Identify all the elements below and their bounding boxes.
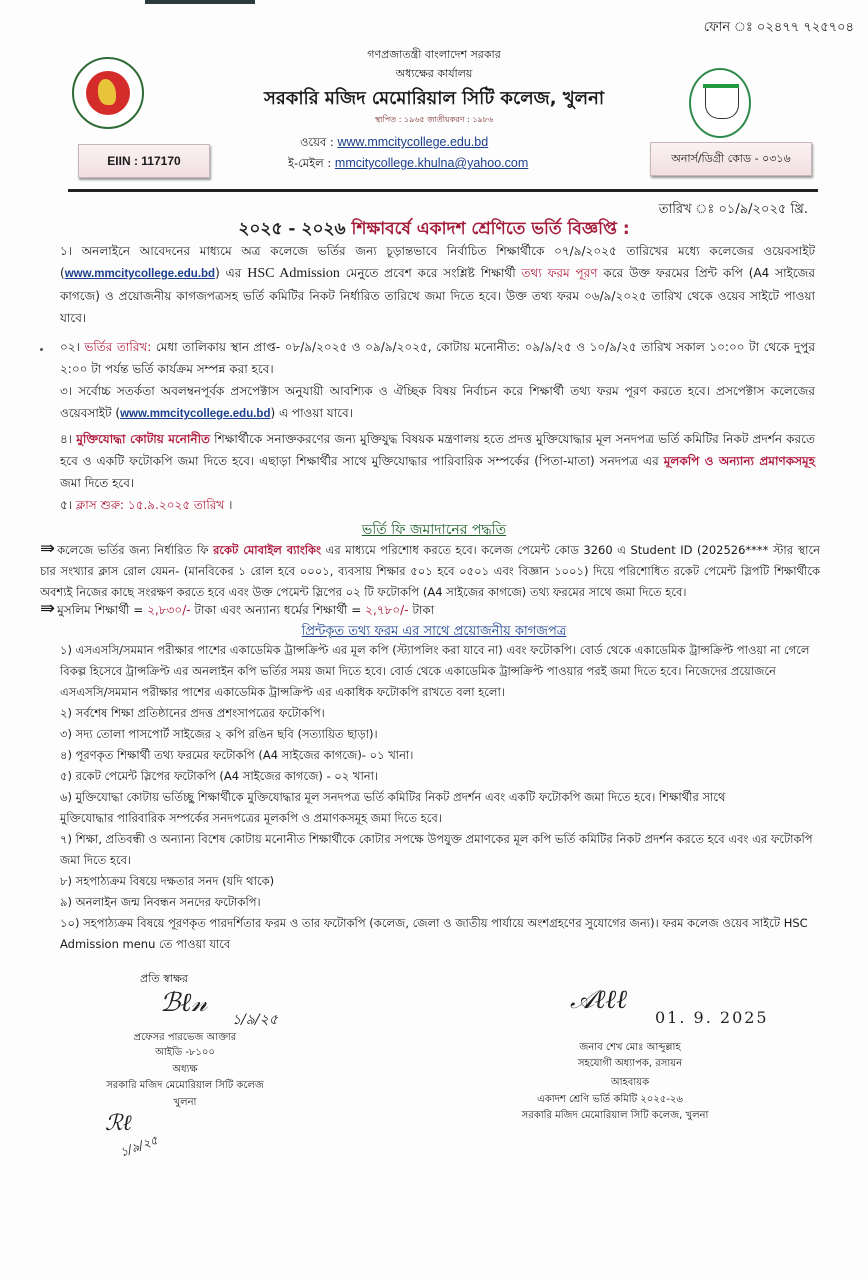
n1-text-a: ১। অনলাইনে আবেদনের মাধ্যমে অত্র কলেজে ভর্তির জন্য চূড়ান্তভাবে নির্বাচিত শিক্ষার্থীকে ০৭/৯/২০২৫ তারিখের মধ্যে কলেজের ওয়েবসাইট (: [60, 244, 815, 280]
title-years: ২০২৫ - ২০২৬: [238, 219, 346, 239]
header-divider: [68, 189, 818, 192]
n2-highlight: ভর্তির তারিখ:: [84, 340, 152, 354]
n3-website-link[interactable]: www.mmcitycollege.edu.bd: [120, 408, 271, 420]
other-fee-label: টাকা এবং অন্যান্য ধর্মের শিক্ষার্থী =: [194, 603, 362, 617]
email-label: ই-মেইল :: [288, 156, 332, 170]
taka-label: টাকা: [412, 603, 435, 617]
doc-item: ১) এসএসসি/সমমান পরীক্ষার পাশের একাডেমিক ট্রান্সক্রিপ্ট এর মূল কপি (স্ট্যাপলিং করা যাবে না) এবং ফটোকপি। বোর্ড থেকে একাডেমিক ট্রান্সক্রিপ্ট পাওয়া না গেলে বিকল্প হিসেবে ট্রান্সক্রিপ্ট এর অনলাইন কপি ভর্তির সময় জমা দিতে হবে। বোর্ড থেকে একাডেমিক ট্রান্সক্রিপ্ট পাওয়ার পরই জমা দিতে হবে। নিজেদের প্রয়োজনে এসএসসি/সমমান পরীক্ষার পাশের একাডেমিক ট্রান্সক্রিপ্ট এর একাধিক ফটোকপি রাখতে বলা হলো।: [60, 643, 810, 699]
documents-list: [60, 640, 820, 955]
college-name: সরকারি মজিদ মেমোরিয়াল সিটি কলেজ, খুলনা: [263, 88, 605, 109]
n4-text: শিক্ষার্থীকে সনাক্তকরণের জন্য মুক্তিযুদ্ধ বিষয়ক মন্ত্রণালয় হতে প্রদত্ত মুক্তিযোদ্ধার মূল সনদপত্র ভর্তি কমিটির নিকট প্রদর্শন করতে হবে ও একটি ফটোকপি জমা দিতে হবে। এছাড়া শিক্ষার্থীর সাথে মুক্তিযোদ্ধার পারিবারিক সম্পর্কের (পিতা-মাতা) সনদপত্র এর: [60, 432, 815, 468]
convener-name: জনাব শেখ মোঃ আব্দুল্লাহ: [579, 1042, 681, 1053]
principal-designation: অধ্যক্ষ: [172, 1064, 198, 1075]
email-link[interactable]: mmcitycollege.khulna@yahoo.com: [334, 156, 529, 170]
phone-number: ফোন ঃ ০২৪৭৭ ৭২৫৭০৪: [703, 20, 854, 35]
notice-item-2: [60, 336, 815, 380]
n1-highlight: তথ্য ফরম পূরণ: [521, 266, 598, 280]
n1-text-d: করে উক্ত ফরমের প্রিন্ট কপি (A4 সাইজের কাগজে) ও প্রয়োজনীয় কাগজপত্রসহ ভর্তি কমিটির নিকট নির্ধারিত তারিখে জমা দিতে হবে। উক্ত তথ্য ফরম ০৬/৯/২০২৫ তারিখ থেকে ওয়েব সাইটে পাওয়া যাবে।: [60, 266, 815, 325]
committee-name: একাদশ শ্রেণি ভর্তি কমিটি ২০২৫-২৬: [537, 1094, 683, 1105]
degree-code-badge: অনার্স/ডিগ্রী কোড - ০৩১৬: [650, 142, 812, 176]
title-text: শিক্ষাবর্ষে একাদশ শ্রেণিতে ভর্তি বিজ্ঞপ্তি :: [351, 219, 630, 239]
government-name: গণপ্রজাতন্ত্রী বাংলাদেশ সরকার: [367, 48, 501, 61]
n1-text-c: মেনুতে প্রবেশ করে সংশ্লিষ্ট শিক্ষার্থী: [345, 266, 516, 280]
rocket-banking: রকেট মোবাইল ব্যাংকিং: [213, 543, 322, 557]
fee-text-b: এর মাধ্যমে পরিশোধ করতে হবে। কলেজ পেমেন্ট কোড 3260 এ Student ID (202526**** স্টার স্থানে চার সংখ্যার ক্লাস রোল যেমন- (মানবিকের ১ রোল হবে ০০০১, ব্যবসায় শিক্ষার ৫০১ হবে ০৫০১ এবং বিজ্ঞান ১০০১) দিয়ে পরিশোধিত রকেট পেমেন্ট স্লিপটি শিক্ষার্থীকে অবশ্যই নিজের কাছে সংরক্ষণ করতে হবে এবং উক্ত পেমেন্ট স্লিপের ০২ টি ফটোকপি (A4 সাইজের কাগজে) তথ্য ফরমের সাথে জমা দিতে হবে।: [40, 543, 820, 599]
notice-date: তারিখ ঃ ০১/৯/২০২৫ খ্রি.: [658, 202, 808, 217]
website-link[interactable]: www.mmcitycollege.edu.bd: [337, 135, 489, 149]
class-start-date: ক্লাস শুরু: ১৫.৯.২০২৫ তারিখ: [75, 498, 225, 512]
office-name: অধ্যক্ষের কার্যালয়: [395, 67, 473, 80]
eiin-badge: EIIN : 117170: [78, 144, 210, 178]
n3-text-a: ৩। সর্বোচ্চ সতর্কতা অবলম্বনপূর্বক প্রসপেক্টাস অনুযায়ী আবশ্যিক ও ঐচ্ছিক বিষয় নির্বাচন করে শিক্ষার্থী তথ্য ফরম পূরণ করতে হবে। প্রসপেক্টাস কলেজের ওয়েবসাইট (: [60, 384, 815, 420]
n1-text-b: ) এর: [215, 266, 242, 280]
doc-item: ২) সর্বশেষ শিক্ষা প্রতিষ্ঠানের প্রদত্ত প্রশংসাপত্রের ফটোকপি।: [60, 706, 325, 720]
countersign-label: প্রতি স্বাক্ষর: [140, 972, 188, 985]
fee-heading: ভর্তি ফি জমাদানের পদ্ধতি: [361, 522, 507, 538]
notice-item-4: [60, 428, 815, 494]
n1-hsc-admission: HSC Admission: [247, 266, 340, 281]
convener-institution: সরকারি মজিদ মেমোরিয়াল সিটি কলেজ, খুলনা: [521, 1110, 709, 1121]
notice-item-3: [60, 380, 815, 425]
principal-id: আইডি -৮১০০: [155, 1047, 215, 1058]
top-edge-mark: [145, 0, 255, 4]
n2-number: ০২।: [60, 340, 80, 354]
convener-signature: 𝒜ℓℓℓ: [570, 985, 628, 1015]
principal-institution: সরকারি মজিদ মেমোরিয়াল সিটি কলেজ: [106, 1080, 264, 1091]
documents-heading: প্রিন্টকৃত তথ্য ফরম এর সাথে প্রয়োজনীয় কাগজপত্র: [301, 624, 567, 639]
notice-item-5: [60, 494, 815, 516]
n3-text-b: ) এ পাওয়া যাবে।: [270, 406, 353, 420]
convener-designation: সহযোগী অধ্যাপক, রসায়ন: [577, 1058, 683, 1069]
n4-highlight: মুক্তিযোদ্ধা কোটায় মনোনীত: [76, 432, 211, 446]
other-fee-amount: ২,৭৮০/-: [365, 603, 409, 617]
doc-item: ৯) অনলাইন জন্ম নিবন্ধন সনদের ফটোকপি।: [60, 895, 261, 909]
principal-city: খুলনা: [173, 1097, 197, 1108]
website-row: [300, 134, 488, 153]
arrow-right-icon: ⇛: [40, 538, 56, 559]
established-info: স্থাপিত : ১৯৬৫ জাতীয়করণ : ১৯৮৬: [374, 115, 494, 124]
doc-item: ৬) মুক্তিযোদ্ধা কোটায় ভর্তিচ্ছু শিক্ষার্থীকে মুক্তিযোদ্ধার মূল সনদপত্র ভর্তি কমিটির নিকট প্রদর্শন এবং একটি ফটোকপি জমা দিতে হবে। শিক্ষার্থীর সাথে মুক্তিযোদ্ধার পারিবারিক সম্পর্কের সনদপত্রের মূলকপি ও প্রমাণকসমূহ জমা দিতে হবে।: [60, 790, 726, 825]
n1-website-link[interactable]: www.mmcitycollege.edu.bd: [64, 268, 216, 280]
margin-dot: [40, 348, 43, 351]
convener-role: আহবায়ক: [610, 1077, 650, 1088]
initial-signature: ℛℓ: [105, 1111, 132, 1136]
email-row: [288, 155, 528, 174]
principal-name: প্রফেসর পারভেজ আক্তার: [133, 1032, 237, 1043]
fee-payment-instructions: [40, 538, 820, 603]
fee-amounts: [40, 598, 820, 621]
initial-date: ১/৯/২৫: [118, 1132, 160, 1160]
n4-highlight-2: মূলকপি ও অন্যান্য প্রমাণকসমূহ: [663, 454, 815, 468]
principal-signature: ℬℓ𝓃: [160, 988, 208, 1018]
muslim-fee-label: মুসলিম শিক্ষার্থী =: [57, 603, 144, 617]
n5-end: ।: [228, 498, 233, 512]
doc-item: ৩) সদ্য তোলা পাসপোর্ট সাইজের ২ কপি রঙিন ছবি (সত্যায়িত ছাড়া)।: [60, 727, 378, 741]
fee-text-a: কলেজে ভর্তির জন্য নির্ধারিত ফি: [57, 543, 209, 557]
n4-number: ৪।: [60, 432, 73, 446]
website-label: ওয়েব :: [300, 135, 334, 149]
convener-sign-date: 01. 9. 2025: [655, 1008, 769, 1027]
n2-text: মেধা তালিকায় স্থান প্রাপ্ত- ০৮/৯/২০২৫ ও ০৯/৯/২০২৫, কোটায় মনোনীত: ০৯/৯/২৫ ও ১০/৯/২৫ তারিখ সকাল ১০:০০ টা থেকে দুপুর ২:০০ টা পর্যন্ত ভর্তি কার্যক্রম সম্পন্ন করা হবে।: [60, 340, 815, 376]
n4-end: জমা দিতে হবে।: [60, 476, 135, 490]
arrow-right-icon: ⇛: [40, 598, 56, 619]
doc-item: ৭) শিক্ষা, প্রতিবন্ধী ও অন্যান্য বিশেষ কোটায় মনোনীত শিক্ষার্থীকে কোটার সপক্ষে উপযুক্ত প্রমাণকের মূল কপি ভর্তি কমিটির নিকট প্রদর্শন করতে হবে এবং এর ফটোকপি জমা দিতে হবে।: [60, 832, 813, 867]
doc-item: ১০) সহপাঠ্যক্রম বিষয়ে পূরণকৃত পারদর্শিতার ফরম ও তার ফটোকপি (কলেজ, জেলা ও জাতীয় পার্যায়ে অংশগ্রহণের সুযোগের জন্য)। ফরম কলেজ ওয়েব সাইটে HSC Admission menu তে পাওয়া যাবে: [60, 916, 808, 951]
doc-item: ৪) পূরণকৃত শিক্ষার্থী তথ্য ফরমের ফটোকপি (A4 সাইজের কাগজে)- ০১ খানা।: [60, 748, 414, 762]
muslim-fee-amount: ২,৮৩০/-: [147, 603, 191, 617]
doc-item: ৫) রকেট পেমেন্ট স্লিপের ফটোকপি (A4 সাইজের কাগজে) - ০২ খানা।: [60, 769, 379, 783]
principal-sign-date: ১/৯/২৫: [232, 1012, 278, 1028]
notice-item-1: [60, 240, 815, 329]
n5-number: ৫।: [60, 498, 73, 512]
doc-item: ৮) সহপাঠ্যক্রম বিষয়ে দক্ষতার সনদ (যদি থাকে): [60, 874, 275, 888]
